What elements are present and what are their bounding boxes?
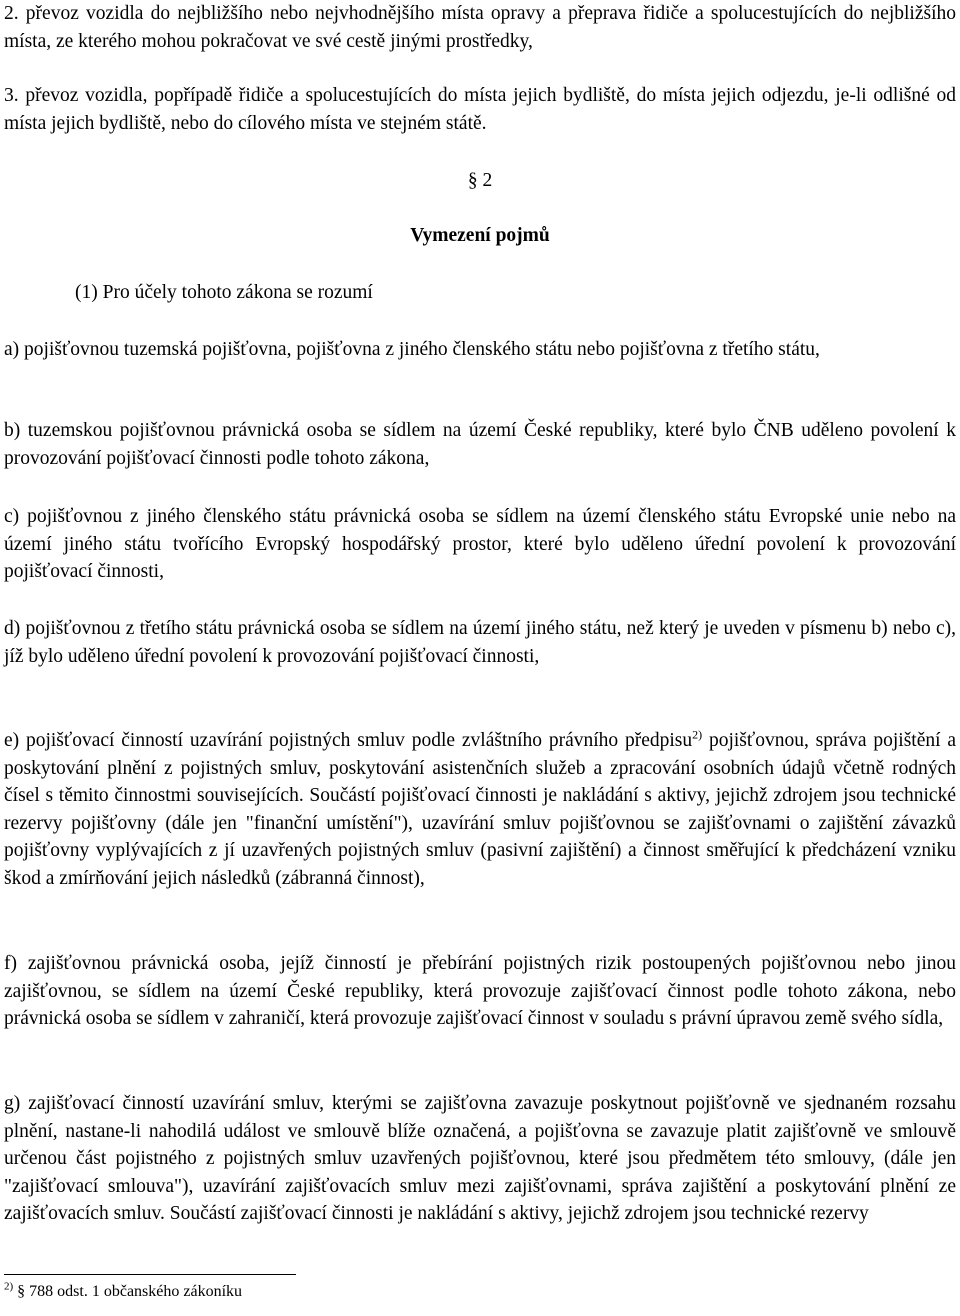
footnote-mark: 2)	[4, 1280, 14, 1293]
definition-f: f) zajišťovnou právnická osoba, jejíž činností je přebírání pojistných rizik postoupených pojišťovnou nebo jinou zajišťovnou, se sídlem na území České republiky, která provozuje zajišťovací činnost podle tohoto zákona, nebo právnická osoba se sídlem v zahraničí, která provozuje zajišťovací činnost v souladu s právní úpravou země svého sídla,	[4, 953, 956, 1029]
definition-e	[4, 727, 956, 892]
definition-c: c) pojišťovnou z jiného členského státu právnická osoba se sídlem na území členského státu Evropské unie nebo na území jiného státu tvořícího Evropský hospodářský prostor, které bylo uděleno úřední povolení k provozování pojišťovací činnosti,	[4, 506, 956, 582]
definition-e-start: e) pojišťovací činností uzavírání pojistných smluv podle zvláštního právního předpisu	[4, 730, 693, 751]
definition-d: d) pojišťovnou z třetího státu právnická osoba se sídlem na území jiného státu, než který je uveden v písmenu b) nebo c), jíž bylo uděleno úřední povolení k provozování pojišťovací činnosti,	[4, 618, 956, 667]
definition-e-rest: pojišťovnou, správa pojištění a poskytování plnění z pojistných smluv, poskytování asistenčních služeb a zpracování osobních údajů včetně rodných čísel s těmito činnostmi souvisejících. Součástí pojišťovací činnosti je nakládání s aktivy, jejichž zdrojem jsou technické rezervy pojišťovny (dále jen "finanční umístění"), uzavírání smluv pojišťovnou se zajišťovnami o zajištění závazků pojišťovny vyplývajících z jí uzavřených pojistných smluv (pasivní zajištění) a činnost směřující k předcházení vzniku škod a zmírňování jejich následků (zábranná činnost),	[4, 730, 956, 889]
definition-g: g) zajišťovací činností uzavírání smluv, kterými se zajišťovna zavazuje poskytnout pojišťovně ve sjednaném rozsahu plnění, nastane-li nahodilá událost ve smlouvě blíže označená, a pojišťovna se zavazuje platit zajišťovně ve smlouvě určenou část pojistného z pojistných smluv uzavřených pojišťovnou, které jsou předmětem této smlouvy, (dále jen "zajišťovací smlouva"), uzavírání zajišťovacích smluv mezi zajišťovnami, správa zajištění a poskytování plnění ze zajišťovacích smluv. Součástí zajišťovací činnosti je nakládání s aktivy, jejichž zdrojem jsou technické rezervy	[4, 1093, 956, 1224]
definition-a: a) pojišťovnou tuzemská pojišťovna, pojišťovna z jiného členského státu nebo pojišťovna z třetího státu,	[4, 339, 820, 360]
item-3-paragraph: 3. převoz vozidla, popřípadě řidiče a spolucestujících do místa jejich bydliště, do místa jejich odjezdu, je-li odlišné od místa jejich bydliště, nebo do cílového místa ve stejném státě.	[4, 85, 956, 134]
footnote-separator	[4, 1274, 296, 1275]
section-title: Vymezení pojmů	[410, 225, 550, 246]
footnote-reference: 2)	[692, 727, 703, 742]
footnote	[4, 1282, 242, 1302]
footnote-text: § 788 odst. 1 občanského zákoníku	[17, 1283, 243, 1300]
section-intro: (1) Pro účely tohoto zákona se rozumí	[75, 282, 373, 303]
definition-b: b) tuzemskou pojišťovnou právnická osoba se sídlem na území České republiky, které bylo ČNB uděleno povolení k provozování pojišťovací činnosti podle tohoto zákona,	[4, 420, 956, 469]
section-number: § 2	[467, 170, 493, 191]
item-2-paragraph: 2. převoz vozidla do nejbližšího nebo nejvhodnějšího místa opravy a přeprava řidiče a spolucestujících do nejbližšího místa, ze kterého mohou pokračovat ve své cestě jinými prostředky,	[4, 3, 956, 52]
